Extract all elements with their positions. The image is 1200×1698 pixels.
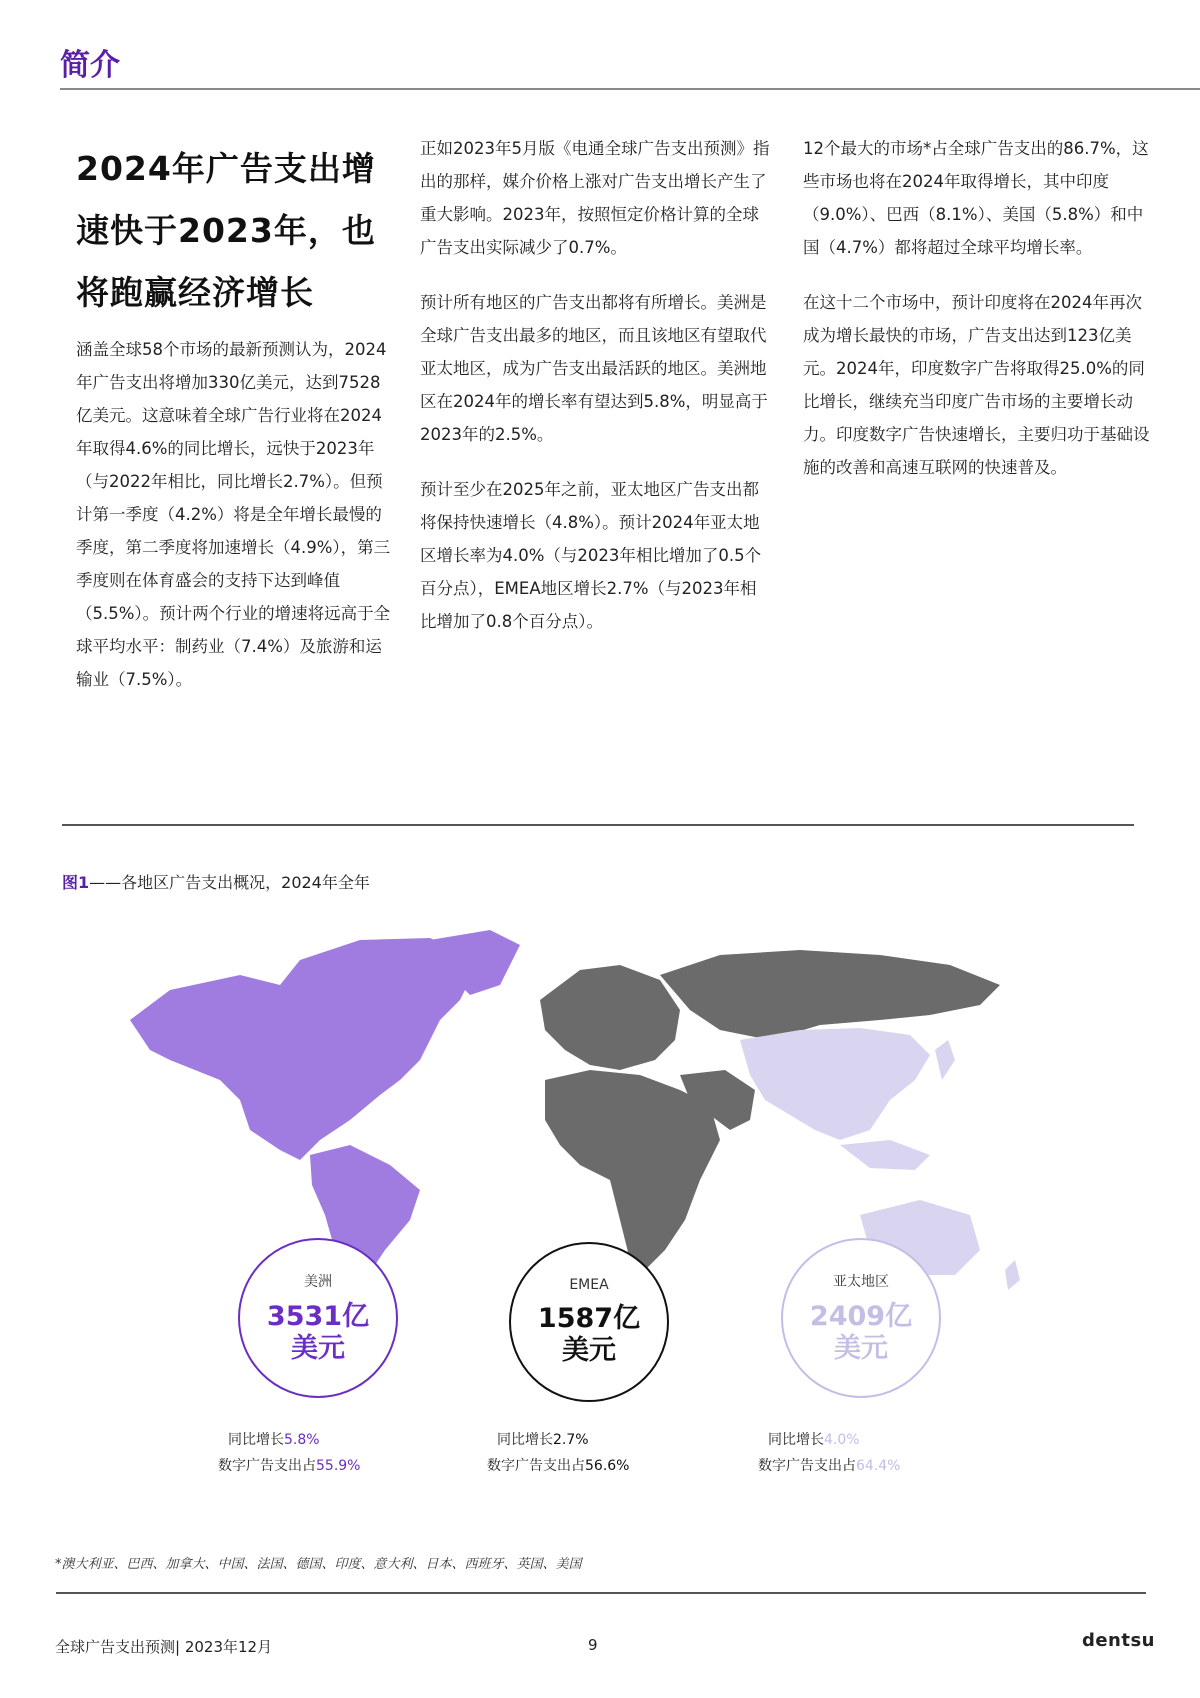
region-amount: 1587亿 (537, 1303, 641, 1334)
headline: 2024年广告支出增速快于2023年，也将跑赢经济增长 (76, 149, 376, 312)
region-name: EMEA (569, 1277, 609, 1293)
region-name: 亚太地区 (833, 1274, 889, 1290)
region-americas-stats (218, 1427, 361, 1479)
paragraph: 预计至少在2025年之前，亚太地区广告支出都将保持快速增长（4.8%）。预计2024年亚太地区增长率为4.0%（与2023年相比增加了0.5个百分点），EMEA地区增长2.7%（与2023年相比增加了0.8个百分点）。 (420, 480, 762, 631)
digital-label: 数字广告支出占 (487, 1458, 585, 1474)
text-column-1 (76, 333, 396, 718)
yoy-label: 同比增长 (228, 1432, 284, 1448)
yoy-value: 5.8% (284, 1432, 320, 1448)
yoy-label: 同比增长 (768, 1432, 824, 1448)
paragraph: 在这十二个市场中，预计印度将在2024年再次成为增长最快的市场，广告支出达到123亿美元。2024年，印度数字广告将取得25.0%的同比增长，继续充当印度广告市场的主要增长动力。印度数字广告快速增长，主要归功于基础设施的改善和高速互联网的快速普及。 (803, 293, 1150, 477)
region-amount-unit: 美元 (291, 1333, 345, 1364)
footer-divider (56, 1592, 1146, 1594)
region-amount: 2409亿 (809, 1301, 913, 1332)
map-asia (740, 1028, 930, 1140)
region-amount: 3531亿 (266, 1301, 370, 1332)
digital-value: 64.4% (856, 1458, 901, 1474)
region-amount-unit: 美元 (834, 1333, 888, 1364)
section-divider (62, 824, 1134, 826)
dentsu-logo: dentsu (1081, 1630, 1155, 1651)
text-column-2 (420, 132, 772, 660)
map-southeast-asia (840, 1140, 930, 1170)
digital-value: 56.6% (585, 1458, 630, 1474)
region-name: 美洲 (304, 1274, 332, 1290)
region-americas-circle (238, 1238, 398, 1398)
paragraph: 12个最大的市场*占全球广告支出的86.7%，这些市场也将在2024年取得增长，其中印度（9.0%）、巴西（8.1%）、美国（5.8%）和中国（4.7%）都将超过全球平均增长率。 (803, 139, 1149, 257)
paragraph: 正如2023年5月版《电通全球广告支出预测》指出的那样，媒介价格上涨对广告支出增长产生了重大影响。2023年，按照恒定价格计算的全球广告支出实际减少了0.7%。 (420, 139, 770, 257)
map-europe (540, 965, 680, 1070)
header-divider (60, 88, 1200, 90)
map-japan (935, 1040, 955, 1080)
yoy-value: 2.7% (553, 1432, 589, 1448)
footnote: *澳大利亚、巴西、加拿大、中国、法国、德国、印度、意大利、日本、西班牙、英国、美国 (55, 1557, 582, 1572)
footer-publication: 全球广告支出预测| 2023年12月 (55, 1638, 273, 1656)
yoy-value: 4.0% (824, 1432, 860, 1448)
paragraph: 预计所有地区的广告支出都将有所增长。美洲是全球广告支出最多的地区，而且该地区有望取代亚太地区，成为广告支出最活跃的地区。美洲地区在2024年的增长率有望达到5.8%，明显高于2023年的2.5%。 (420, 293, 768, 444)
digital-label: 数字广告支出占 (758, 1458, 856, 1474)
digital-label: 数字广告支出占 (218, 1458, 316, 1474)
map-americas (130, 938, 480, 1160)
region-emea-circle (509, 1242, 669, 1402)
map-new-zealand (1005, 1260, 1020, 1290)
text-column-3 (803, 132, 1153, 506)
yoy-label: 同比增长 (497, 1432, 553, 1448)
section-title: 简介 (60, 48, 120, 83)
region-apac-circle (781, 1238, 941, 1398)
region-amount-unit: 美元 (562, 1335, 616, 1366)
digital-value: 55.9% (316, 1458, 361, 1474)
map-russia (660, 950, 1000, 1040)
figure-caption (62, 870, 370, 893)
paragraph: 涵盖全球58个市场的最新预测认为，2024年广告支出将增加330亿美元，达到7528亿美元。这意味着全球广告行业将在2024年取得4.6%的同比增长，远快于2023年（与2022年相比，同比增长2.7%）。但预计第一季度（4.2%）将是全年增长最慢的季度，第二季度将加速增长（4.9%），第三季度则在体育盛会的支持下达到峰值（5.5%）。预计两个行业的增速将远高于全球平均水平：制药业（7.4%）及旅游和运输业（7.5%）。 (76, 340, 391, 689)
region-emea-stats (487, 1427, 630, 1479)
figure-number: 图1 (62, 873, 90, 892)
page-number: 9 (588, 1636, 598, 1654)
region-apac-stats (758, 1427, 901, 1479)
figure-caption-text: ——各地区广告支出概况，2024年全年 (89, 873, 370, 892)
